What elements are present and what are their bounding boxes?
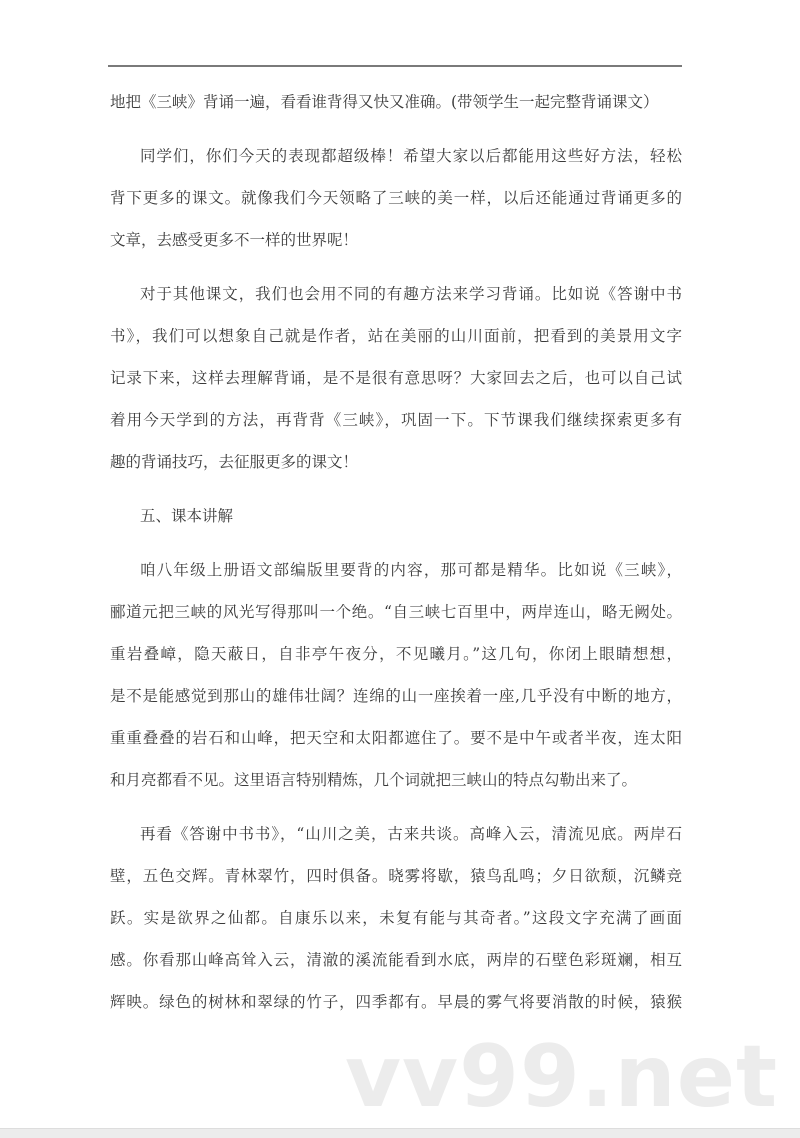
paragraph (110, 81, 682, 123)
text-line: 和月亮都看不见。这里语言特别精炼，几个词就把三峡山的特点勾勒出来了。 (110, 771, 638, 789)
header-rule (108, 65, 682, 67)
paragraph (110, 813, 682, 1023)
document-body (110, 81, 682, 1035)
text-line: 重重叠叠的岩石和山峰，把天空和太阳都遮住了。要不是中午或者半夜，连太阳 (110, 729, 682, 747)
text-line: 五、课本讲解 (140, 507, 234, 525)
text-line: 记录下来，这样去理解背诵，是不是很有意思呀？大家回去之后，也可以自己试 (110, 369, 682, 387)
text-line: 同学们，你们今天的表现都超级棒！希望大家以后都能用这些好方法，轻松 (140, 147, 682, 165)
text-line: 再看《答谢中书书》，“山川之美，古来共谈。高峰入云，清流见底。两岸石 (140, 825, 682, 843)
text-line: 壁，五色交辉。青林翠竹，四时俱备。晓雾将歇，猿鸟乱鸣；夕日欲颓，沉鳞竞 (110, 867, 682, 885)
text-line: 重岩叠嶂，隐天蔽日，自非亭午夜分，不见曦月。”这几句，你闭上眼睛想想， (110, 645, 682, 663)
text-line: 辉映。绿色的树林和翠绿的竹子，四季都有。早晨的雾气将要消散的时候，猿猴 (110, 993, 682, 1011)
text-line: 咱八年级上册语文部编版里要背的内容，那可都是精华。比如说《三峡》， (140, 561, 682, 579)
text-line: 郦道元把三峡的风光写得那叫一个绝。“自三峡七百里中，两岸连山，略无阙处。 (110, 603, 682, 621)
text-line: 文章，去感受更多不一样的世界呢！ (110, 231, 359, 249)
paragraph (110, 549, 682, 801)
text-line: 对于其他课文，我们也会用不同的有趣方法来学习背诵。比如说《答谢中书 (140, 285, 682, 303)
text-line: 是不是能感觉到那山的雄伟壮阔？连绵的山一座挨着一座,几乎没有中断的地方， (110, 687, 682, 705)
watermark: vv99.net (345, 1027, 779, 1127)
text-line: 跃。实是欲界之仙都。自康乐以来，未复有能与其奇者。”这段文字充满了画面 (110, 909, 682, 927)
text-line: 书》，我们可以想象自己就是作者，站在美丽的山川面前，把看到的美景用文字 (110, 327, 682, 345)
text-line: 趣的背诵技巧，去征服更多的课文！ (110, 453, 359, 471)
text-line: 感。你看那山峰高耸入云，清澈的溪流能看到水底，两岸的石壁色彩斑斓，相互 (110, 951, 682, 969)
paragraph (110, 135, 682, 261)
text-line: 着用今天学到的方法，再背背《三峡》，巩固一下。下节课我们继续探索更多有 (110, 411, 682, 429)
section-heading (110, 495, 682, 537)
text-line: 地把《三峡》背诵一遍，看看谁背得又快又准确。(带领学生一起完整背诵课文） (110, 93, 659, 111)
paragraph (110, 273, 682, 483)
text-line: 背下更多的课文。就像我们今天领略了三峡的美一样，以后还能通过背诵更多的 (110, 189, 682, 207)
